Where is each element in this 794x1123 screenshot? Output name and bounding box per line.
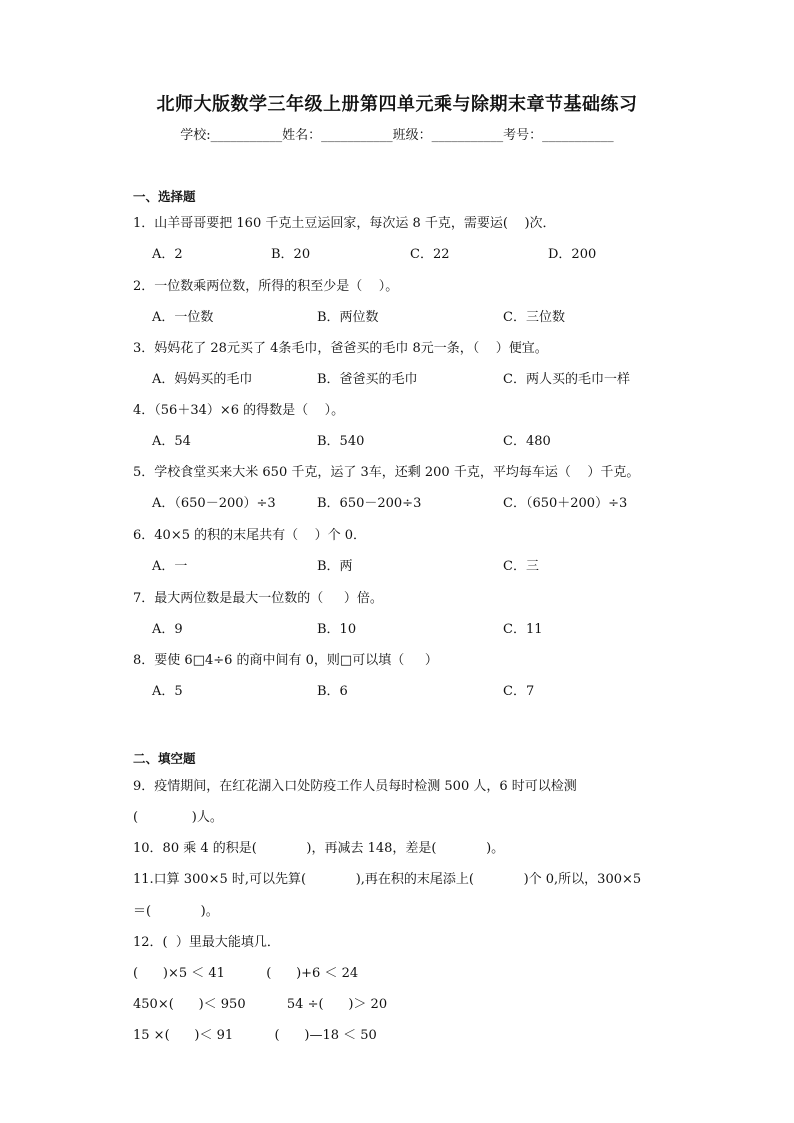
question-11-line-1: 11.口算 300×5 时,可以先算( ),再在积的末尾添上( )个 0,所以，300×5 [133,872,642,887]
q3-option-c: C．两人买的毛巾一样 [503,372,630,387]
q6-option-a: A．一 [152,559,188,574]
question-7: 7．最大两位数是最大一位数的（ ）倍。 [133,591,383,606]
q7-option-a: A．9 [152,622,183,637]
q6-option-b: B．两 [317,559,353,574]
question-3: 3．妈妈花了 28元买了 4条毛巾，爸爸买的毛巾 8元一条，（ ）便宜。 [133,341,548,356]
q4-option-b: B．540 [317,434,365,449]
q3-option-b: B．爸爸买的毛巾 [317,372,418,387]
question-1: 1．山羊哥哥要把 160 千克土豆运回家，每次运 8 千克，需要运( )次． [133,216,556,231]
question-12-row-1: ( )×5 ＜ 41 ( )+6 ＜ 24 [133,966,359,981]
question-12-row-3: 15 ×( )＜ 91 ( )—18 ＜ 50 [133,1028,377,1043]
q3-option-a: A．妈妈买的毛巾 [152,372,253,387]
section-heading-fill: 二、填空题 [133,751,196,766]
question-11-line-2: ＝( )。 [133,904,219,919]
student-info-line: 学校:___________姓名：___________班级：___________考号：___________ [180,128,614,143]
q1-option-d: D．200 [548,247,597,262]
q7-option-c: C．11 [503,622,543,637]
q2-option-c: C．三位数 [503,310,565,325]
question-4: 4．（56＋34）×6 的得数是（ ）。 [133,403,345,418]
section-heading-choice: 一、选择题 [133,189,196,204]
q8-option-b: B．6 [317,684,348,699]
q4-option-a: A．54 [152,434,191,449]
question-12: 12．( ）里最大能填几． [133,935,280,950]
q4-option-c: C．480 [503,434,551,449]
question-12-row-2: 450×( )＜ 950 54 ÷( )＞ 20 [133,997,388,1012]
question-5: 5．学校食堂买来大米 650 千克，运了 3车，还剩 200 千克，平均每车运（ ）千克。 [133,465,640,480]
q7-option-b: B．10 [317,622,357,637]
q1-option-b: B．20 [271,247,311,262]
q5-option-b: B．650－200÷3 [317,496,422,511]
q8-option-a: A．5 [152,684,183,699]
question-9-line-2: ( )人。 [133,810,223,825]
q5-option-a: A．（650－200）÷3 [152,496,276,511]
q8-option-c: C．7 [503,684,535,699]
q1-option-a: A．2 [152,247,183,262]
question-9-line-1: 9．疫情期间，在红花湖入口处防疫工作人员每时检测 500 人，6 时可以检测 [133,779,577,794]
q1-option-c: C．22 [410,247,450,262]
q2-option-b: B．两位数 [317,310,379,325]
q6-option-c: C．三 [503,559,539,574]
question-2: 2．一位数乘两位数，所得的积至少是（ ）。 [133,279,399,294]
q5-option-c: C．（650＋200）÷3 [503,496,628,511]
question-10: 10．80 乘 4 的积是( )，再减去 148，差是( )。 [133,841,505,856]
page-title: 北师大版数学三年级上册第四单元乘与除期末章节基础练习 [156,94,638,115]
question-8: 8．要使 6□4÷6 的商中间有 0，则□可以填（ ） [133,653,438,668]
question-6: 6．40×5 的积的末尾共有（ ）个 0． [133,528,367,543]
q2-option-a: A．一位数 [152,310,214,325]
